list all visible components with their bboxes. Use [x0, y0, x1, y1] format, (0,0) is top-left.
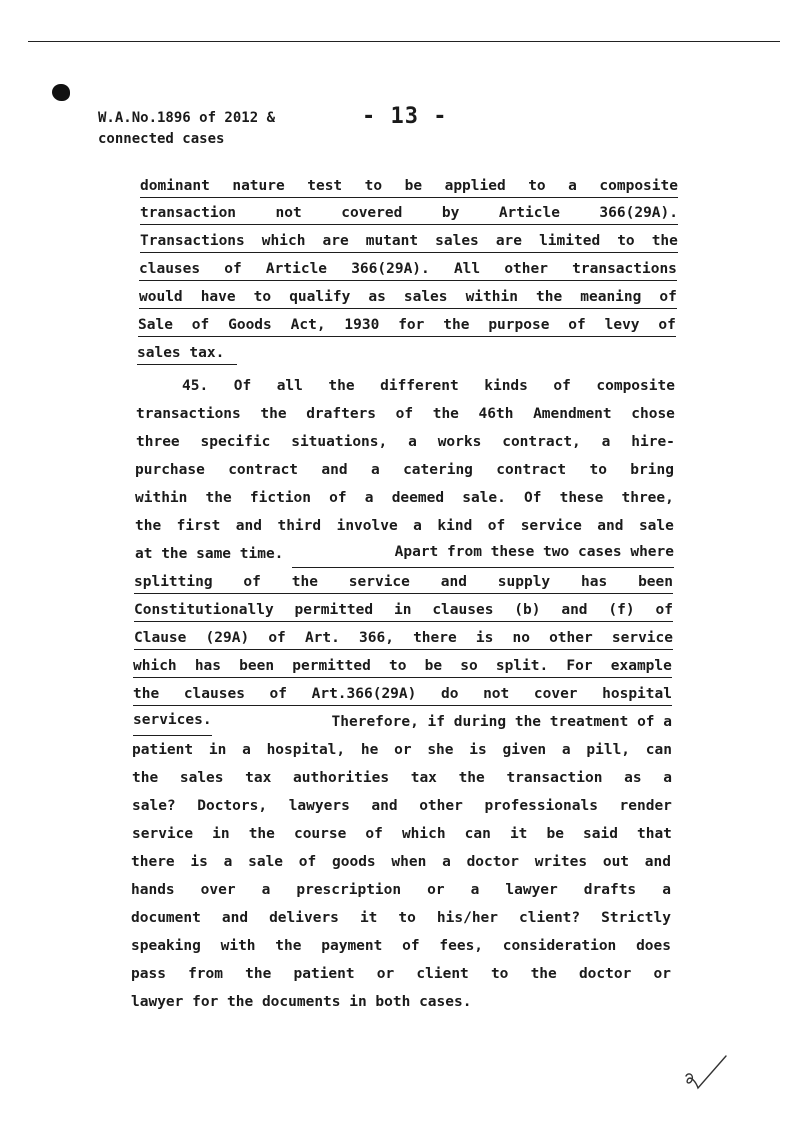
para-line-4: purchase contract and a catering contract to bring: [135, 462, 674, 478]
para-line-7-underlined: Apart from these two cases where: [292, 542, 674, 568]
page-number: - 13 -: [362, 104, 448, 129]
para-line-23: lawyer for the documents in both cases.: [131, 994, 472, 1010]
top-rule-line: [28, 41, 780, 42]
para-line-12: the clauses of Art.366(29A) do not cover hospital: [133, 682, 672, 706]
para-line-15: the sales tax authorities tax the transaction as a: [132, 770, 672, 786]
case-reference: [98, 108, 275, 150]
quoted-line-4: clauses of Article 366(29A). All other transactions: [139, 257, 677, 281]
para-line-13-underlined: services.: [133, 710, 212, 736]
para-line-3: three specific situations, a works contract, a hire-: [136, 434, 675, 450]
quoted-line-5: would have to qualify as sales within the meaning of: [139, 285, 677, 309]
para-line-6: the first and third involve a kind of service and sale: [135, 518, 674, 534]
para-line-20: document and delivers it to his/her client? Strictly: [131, 910, 671, 926]
para-line-8: splitting of the service and supply has been: [134, 570, 673, 594]
quoted-line-7: sales tax.: [137, 341, 237, 365]
para-line-9: Constitutionally permitted in clauses (b) and (f) of: [134, 598, 673, 622]
quoted-line-2: transaction not covered by Article 366(29A).: [140, 201, 678, 225]
para-line-19: hands over a prescription or a lawyer drafts a: [131, 882, 671, 898]
quoted-line-3: Transactions which are mutant sales are limited to the: [140, 229, 678, 253]
para-line-18: there is a sale of goods when a doctor writes out and: [131, 854, 671, 870]
quoted-line-6: Sale of Goods Act, 1930 for the purpose of levy of: [138, 313, 676, 337]
quoted-line-1: dominant nature test to be applied to a composite: [140, 174, 678, 198]
para-line-7: [135, 542, 674, 566]
para-line-16: sale? Doctors, lawyers and other professionals render: [132, 798, 672, 814]
para-line-1: 45. Of all the different kinds of composite: [182, 378, 675, 394]
case-ref-line-2: connected cases: [98, 131, 225, 147]
para-line-5: within the fiction of a deemed sale. Of these three,: [135, 490, 674, 506]
para-line-13: [133, 710, 672, 734]
para-line-21: speaking with the payment of fees, consideration does: [131, 938, 671, 954]
para-line-10: Clause (29A) of Art. 366, there is no other service: [134, 626, 673, 650]
initial-tick-mark: [682, 1052, 732, 1096]
para-line-14: patient in a hospital, he or she is given a pill, can: [132, 742, 672, 758]
para-line-11: which has been permitted to be so split. For example: [133, 654, 672, 678]
para-line-22: pass from the patient or client to the doctor or: [131, 966, 671, 982]
case-ref-line-1: W.A.No.1896 of 2012 &: [98, 110, 276, 126]
para-line-13-plain: Therefore, if during the treatment of a: [322, 714, 672, 730]
para-line-17: service in the course of which can it be said that: [132, 826, 672, 842]
punch-hole-mark: [52, 84, 70, 101]
para-line-2: transactions the drafters of the 46th Amendment chose: [136, 406, 675, 422]
para-line-7-plain: at the same time.: [135, 546, 293, 562]
